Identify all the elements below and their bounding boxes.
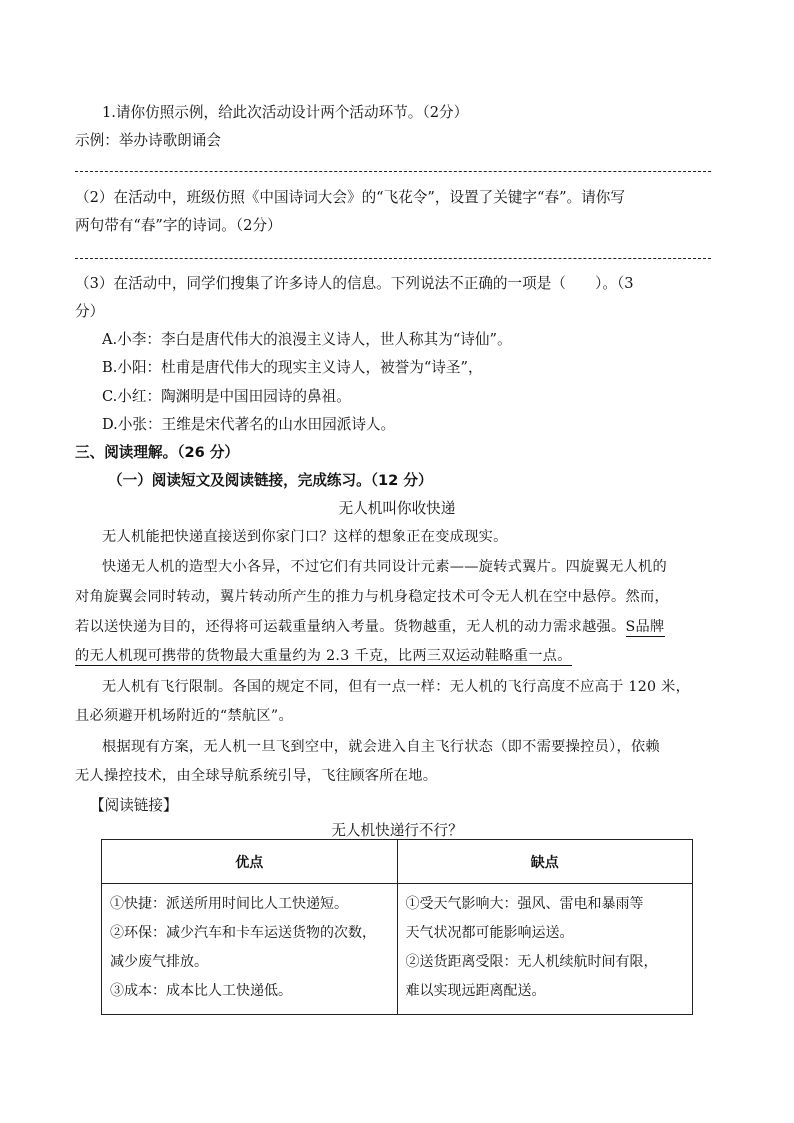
underlined-sentence-start: S品牌 bbox=[625, 619, 665, 635]
table-header-pros: 优点 bbox=[102, 840, 398, 884]
cons-cell bbox=[397, 884, 693, 1015]
reading-link-label: 【阅读链接】 bbox=[90, 797, 178, 814]
question-1-title: 1.请你仿照示例，给此次活动设计两个活动环节。（2分） bbox=[102, 104, 469, 121]
article-paragraph-3-line: 且必须避开机场附近的“禁航区”。 bbox=[75, 708, 293, 724]
article-paragraph-2-line bbox=[75, 645, 572, 665]
section-subheading: （一）阅读短文及阅读链接，完成练习。（12 分） bbox=[108, 472, 433, 489]
question-3-line1: （3）在活动中，同学们搜集了许多诗人的信息。下列说法不正确的一项是（ ）。（3 bbox=[75, 275, 634, 292]
article-paragraph-3-line: 无人机有飞行限制。各国的规定不同，但有一点一样：无人机的飞行高度不应高于 120 米， bbox=[102, 679, 691, 695]
pros-item: ③成本：成本比人工快递低。 bbox=[110, 983, 292, 999]
pros-item: ①快捷：派送所用时间比人工快递短。 bbox=[110, 896, 348, 912]
article-paragraph-2-line: 对角旋翼会同时转动，翼片转动所产生的推力与机身稳定技术可令无人机在空中悬停。然而， bbox=[75, 589, 669, 605]
question-2-line2: 两句带有“春”字的诗词。（2分） bbox=[75, 217, 282, 234]
article-title: 无人机叫你收快递 bbox=[338, 500, 456, 517]
article-paragraph-4-line: 无人操控技术，由全球导航系统引导，飞往顾客所在地。 bbox=[75, 768, 438, 784]
option-b[interactable]: B.小阳：杜甫是唐代伟大的现实主义诗人，被誉为“诗圣”， bbox=[102, 359, 483, 376]
table-header-row bbox=[102, 840, 693, 884]
pros-cons-table bbox=[101, 839, 693, 1015]
underlined-sentence: 的无人机现可携带的货物最大重量约为 2.3 千克，比两三双运动鞋略重一点。 bbox=[75, 648, 572, 664]
question-1-example: 示例：举办诗歌朗诵会 bbox=[75, 132, 221, 149]
answer-line[interactable] bbox=[75, 171, 711, 172]
option-c[interactable]: C.小红：陶渊明是中国田园诗的鼻祖。 bbox=[102, 388, 351, 405]
article-paragraph-4-line: 根据现有方案，无人机一旦飞到空中，就会进入自主飞行状态（即不需要操控员），依赖 bbox=[102, 739, 660, 755]
article-text: 若以送快递为目的，还得将可运载重量纳入考量。货物越重，无人机的动力需求越强。 bbox=[75, 619, 626, 635]
table-header-cons: 缺点 bbox=[397, 840, 693, 884]
section-heading: 三、阅读理解。（26 分） bbox=[75, 444, 240, 461]
table-row bbox=[102, 884, 693, 1015]
article-paragraph-2-line: 快递无人机的造型大小各异，不过它们有共同设计元素——旋转式翼片。四旋翼无人机的 bbox=[102, 559, 668, 575]
question-3-line2: 分） bbox=[75, 303, 105, 320]
option-d[interactable]: D.小张：王维是宋代著名的山水田园派诗人。 bbox=[102, 416, 396, 433]
answer-line[interactable] bbox=[75, 258, 711, 259]
cons-item: 难以实现远距离配送。 bbox=[405, 983, 546, 999]
cons-item: 天气状况都可能影响运送。 bbox=[405, 925, 574, 941]
reading-link-title: 无人机快递行不行？ bbox=[331, 822, 463, 839]
pros-item: 减少废气排放。 bbox=[110, 954, 208, 970]
article-paragraph-1: 无人机能把快递直接送到你家门口？这样的想象正在变成现实。 bbox=[102, 529, 508, 545]
question-2-line1: （2）在活动中，班级仿照《中国诗词大会》的“飞花令”，设置了关键字“春”。请你写 bbox=[75, 189, 625, 206]
article-paragraph-2-line bbox=[75, 616, 665, 636]
cons-item: ②送货距离受限：无人机续航时间有限， bbox=[405, 954, 658, 970]
pros-cell bbox=[102, 884, 398, 1015]
cons-item: ①受天气影响大：强风、雷电和暴雨等 bbox=[405, 896, 644, 912]
pros-item: ②环保：减少汽车和卡车运送货物的次数， bbox=[110, 925, 376, 941]
option-a[interactable]: A.小李：李白是唐代伟大的浪漫主义诗人，世人称其为“诗仙”。 bbox=[102, 331, 512, 348]
